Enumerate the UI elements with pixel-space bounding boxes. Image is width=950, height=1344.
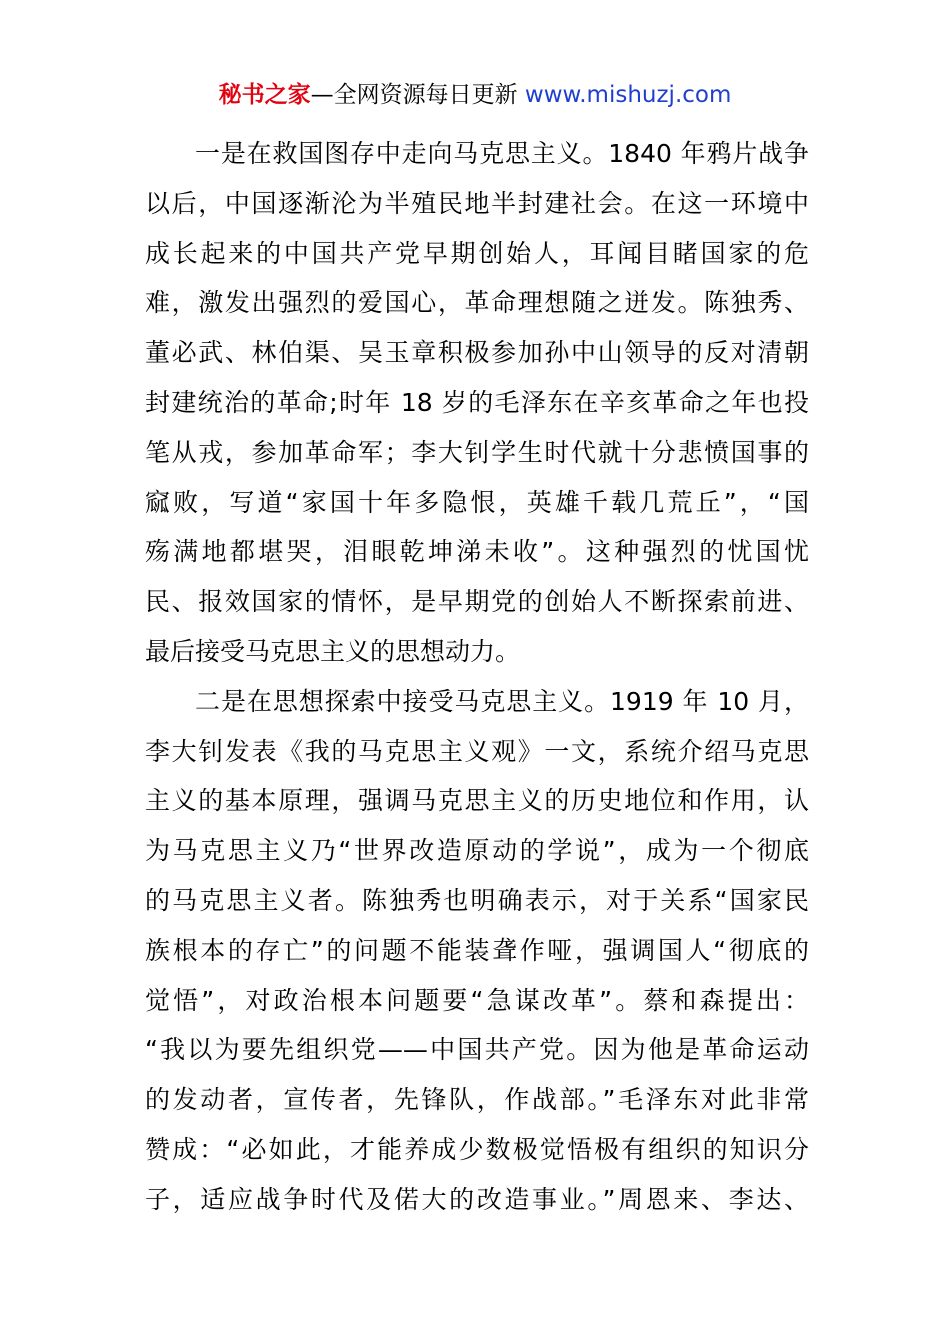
text-line: 董必武、林伯渠、吴玉章积极参加孙中山领导的反对清朝 [145, 338, 809, 368]
text-line: 最后接受马克思主义的思想动力。 [145, 636, 521, 666]
text-line: 一是在救国图存中走向马克思主义。1840 年鸦片战争 [195, 139, 809, 168]
text-line: 成长起来的中国共产党早期创始人，耳闻目睹国家的危 [145, 238, 809, 268]
text-line: 为马克思主义乃“世界改造原动的学说”，成为一个彻底 [145, 836, 809, 866]
text-line: “我以为要先组织党——中国共产党。因为他是革命运动 [145, 1035, 809, 1065]
text-line: 李大钊发表《我的马克思主义观》一文，系统介绍马克思 [145, 736, 809, 766]
text-line: 封建统治的革命;时年 18 岁的毛泽东在辛亥革命之年也投 [145, 387, 809, 417]
text-line: 族根本的存亡”的问题不能装聋作哑，强调国人“彻底的 [145, 935, 809, 965]
text-line: 二是在思想探索中接受马克思主义。1919 年 10 月， [195, 686, 809, 716]
text-line: 的发动者，宣传者，先锋队，作战部。”毛泽东对此非常 [145, 1085, 809, 1115]
text-line: 赞成：“必如此，才能养成少数极觉悟极有组织的知识分 [145, 1134, 809, 1164]
text-line: 窳败，写道“家国十年多隐恨，英雄千载几荒丘”，“国 [145, 487, 809, 517]
text-line: 难，激发出强烈的爱国心，革命理想随之迸发。陈独秀、 [145, 288, 809, 318]
text-line: 民、报效国家的情怀，是早期党的创始人不断探索前进、 [145, 587, 809, 617]
document-body [145, 129, 809, 1225]
text-line: 主义的基本原理，强调马克思主义的历史地位和作用，认 [145, 786, 809, 816]
text-line: 笔从戎，参加革命军；李大钊学生时代就十分悲愤国事的 [145, 437, 809, 467]
header-url[interactable]: www.mishuzj.com [524, 82, 732, 108]
text-line: 的马克思主义者。陈独秀也明确表示，对于关系“国家民 [145, 885, 809, 915]
text-line: 子，适应战争时代及偌大的改造事业。”周恩来、李达、 [145, 1184, 809, 1214]
text-line: 殇满地都堪哭，泪眼乾坤涕未收”。这种强烈的忧国忧 [145, 537, 809, 567]
header-brand: 秘书之家 [218, 82, 311, 108]
text-line: 觉悟”，对政治根本问题要“急谋改革”。蔡和森提出： [145, 985, 809, 1015]
text-line: 以后，中国逐渐沦为半殖民地半封建社会。在这一环境中 [145, 188, 809, 218]
header-tagline: —全网资源每日更新 [310, 82, 518, 108]
page-header [0, 78, 950, 112]
